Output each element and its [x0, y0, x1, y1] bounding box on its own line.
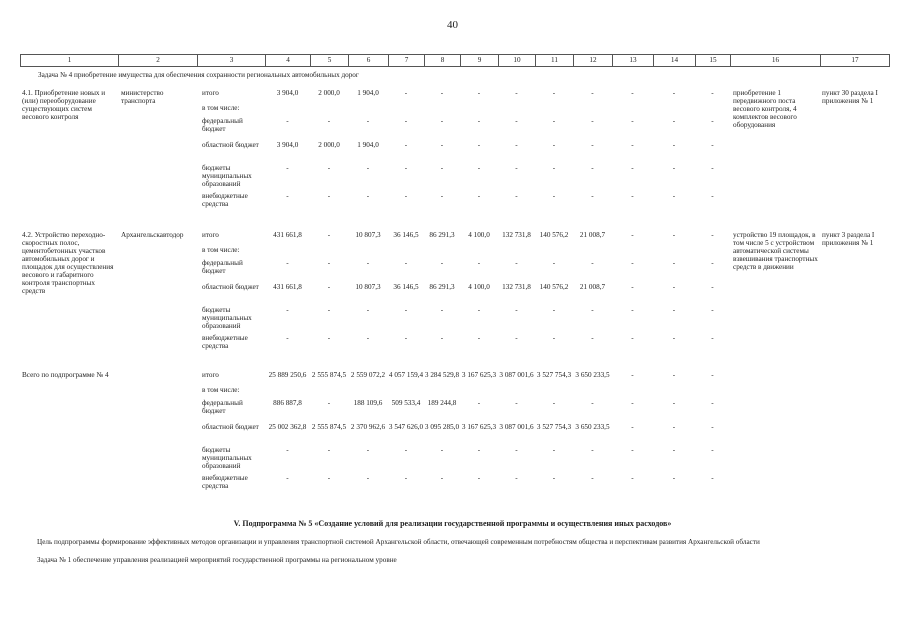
source-label: областной бюджет — [202, 141, 259, 149]
value-cell: 4 100,0 — [468, 283, 490, 291]
value-cell: - — [591, 117, 594, 125]
value-cell: - — [552, 334, 556, 342]
value-cell: - — [631, 89, 634, 97]
source-label: бюджеты муниципальных образований — [202, 306, 252, 330]
value-cell: - — [631, 283, 634, 291]
value-cell: - — [672, 117, 676, 125]
header-cell-12: 12 — [573, 55, 612, 66]
value-cell: - — [515, 117, 518, 125]
source-label: областной бюджет — [202, 283, 259, 291]
source-label: в том числе: — [202, 386, 240, 394]
value-cell: - — [366, 164, 370, 172]
value-cell: - — [366, 117, 370, 125]
value-cell: 25 889 250,6 — [268, 371, 307, 379]
value-cell: 2 370 962,6 — [350, 423, 386, 431]
header-cell-1: 1 — [20, 55, 118, 66]
value-cell: 3 167 625,3 — [461, 423, 497, 431]
value-cell: - — [631, 334, 634, 342]
value-cell: - — [440, 89, 444, 97]
task-4-title: Задача № 4 приобретение имущества для обеспечения сохранности региональных автомобильных дорог — [38, 71, 359, 79]
executor: министерство транспорта — [121, 89, 164, 105]
value-cell: 431 661,8 — [273, 231, 302, 239]
value-cell: - — [631, 399, 634, 407]
value-cell: 3 527 754,3 — [536, 423, 572, 431]
source-label: итого — [202, 89, 219, 97]
value-cell: - — [404, 474, 408, 482]
source-label: бюджеты муниципальных образований — [202, 164, 252, 188]
value-cell: - — [515, 474, 518, 482]
value-cell: - — [404, 334, 408, 342]
value-cell: - — [286, 306, 289, 314]
value-cell: 2 000,0 — [318, 141, 340, 149]
value-cell: - — [591, 474, 594, 482]
value-cell: - — [477, 399, 481, 407]
value-cell: - — [552, 141, 556, 149]
value-cell: - — [477, 117, 481, 125]
value-cell: - — [591, 399, 594, 407]
value-cell: 4 100,0 — [468, 231, 490, 239]
value-cell: - — [366, 306, 370, 314]
value-cell: - — [440, 117, 444, 125]
value-cell: - — [440, 192, 444, 200]
value-cell: 3 527 754,3 — [536, 371, 572, 379]
source-label: итого — [202, 231, 219, 239]
value-cell: 509 533,4 — [391, 399, 421, 407]
value-cell: - — [631, 474, 634, 482]
value-cell: - — [711, 423, 714, 431]
value-cell: - — [631, 141, 634, 149]
value-cell: - — [404, 89, 408, 97]
value-cell: - — [440, 164, 444, 172]
value-cell: - — [286, 259, 289, 267]
value-cell: 3 087 001,6 — [499, 423, 534, 431]
value-cell: - — [327, 231, 331, 239]
value-cell: 36 146,5 — [393, 231, 419, 239]
value-cell: - — [711, 399, 714, 407]
value-cell: - — [711, 446, 714, 454]
value-cell: - — [477, 89, 481, 97]
value-cell: - — [515, 164, 518, 172]
value-cell: - — [477, 141, 481, 149]
value-cell: - — [591, 259, 594, 267]
value-cell: 2 555 874,5 — [311, 423, 347, 431]
value-cell: - — [552, 259, 556, 267]
value-cell: - — [477, 259, 481, 267]
value-cell: - — [440, 474, 444, 482]
value-cell: - — [366, 192, 370, 200]
value-cell: - — [440, 334, 444, 342]
value-cell: - — [672, 259, 676, 267]
value-cell: - — [631, 259, 634, 267]
source-label: внебюджетные средства — [202, 334, 248, 350]
expected-result: приобретение 1 передвижного поста весового контроля, 4 комплектов весового оборудования — [733, 89, 797, 129]
value-cell: - — [404, 446, 408, 454]
program-link: пункт 30 раздела I приложения № 1 — [822, 89, 878, 105]
value-cell: - — [711, 259, 714, 267]
value-cell: - — [515, 306, 518, 314]
value-cell: 3 904,0 — [276, 141, 299, 149]
value-cell: - — [286, 192, 289, 200]
value-cell: - — [672, 474, 676, 482]
value-cell: - — [440, 259, 444, 267]
value-cell: - — [327, 117, 331, 125]
source-label: в том числе: — [202, 246, 240, 254]
value-cell: - — [552, 446, 556, 454]
value-cell: - — [672, 334, 676, 342]
value-cell: - — [672, 446, 676, 454]
value-cell: - — [631, 192, 634, 200]
value-cell: - — [404, 117, 408, 125]
subprogram-goal: Цель подпрограммы формирование эффективных методов организации и управления транспортной системой Архангельской области, отвечающей современным потребностям общества и перспективам развития Архангельской области — [37, 538, 760, 546]
value-cell: - — [672, 306, 676, 314]
value-cell: - — [286, 446, 289, 454]
value-cell: 188 109,6 — [353, 399, 383, 407]
source-label: областной бюджет — [202, 423, 259, 431]
value-cell: 132 731,8 — [502, 231, 531, 239]
value-cell: - — [286, 164, 289, 172]
value-cell: - — [552, 399, 556, 407]
value-cell: - — [711, 117, 714, 125]
value-cell: 189 244,8 — [427, 399, 457, 407]
table-header-row — [20, 54, 890, 67]
value-cell: - — [711, 192, 714, 200]
value-cell: - — [672, 399, 676, 407]
value-cell: - — [366, 474, 370, 482]
value-cell: 36 146,5 — [393, 283, 419, 291]
executor: Архангельскавтодор — [121, 231, 184, 239]
value-cell: - — [515, 259, 518, 267]
value-cell: - — [327, 334, 331, 342]
value-cell: - — [711, 306, 714, 314]
header-cell-10: 10 — [498, 55, 535, 66]
value-cell: - — [552, 117, 556, 125]
value-cell: 4 057 159,4 — [388, 371, 424, 379]
value-cell: - — [591, 192, 594, 200]
header-cell-5: 5 — [310, 55, 348, 66]
value-cell: - — [631, 446, 634, 454]
value-cell: - — [477, 334, 481, 342]
value-cell: 3 547 626,0 — [388, 423, 424, 431]
source-label: федеральный бюджет — [202, 399, 243, 415]
value-cell: 3 095 285,0 — [424, 423, 460, 431]
value-cell: - — [286, 334, 289, 342]
value-cell: - — [404, 259, 408, 267]
value-cell: 431 661,8 — [273, 283, 302, 291]
value-cell: - — [440, 446, 444, 454]
value-cell: - — [515, 399, 518, 407]
value-cell: - — [552, 89, 556, 97]
value-cell: - — [672, 371, 676, 379]
value-cell: - — [672, 283, 676, 291]
value-cell: - — [286, 117, 289, 125]
value-cell: 1 904,0 — [357, 89, 379, 97]
value-cell: - — [552, 164, 556, 172]
value-cell: - — [404, 164, 408, 172]
value-cell: - — [591, 334, 594, 342]
value-cell: - — [404, 192, 408, 200]
value-cell: - — [672, 164, 676, 172]
value-cell: - — [672, 423, 676, 431]
value-cell: - — [711, 231, 714, 239]
value-cell: - — [440, 141, 444, 149]
source-label: внебюджетные средства — [202, 474, 248, 490]
value-cell: - — [711, 474, 714, 482]
value-cell: - — [366, 334, 370, 342]
value-cell: - — [672, 192, 676, 200]
value-cell: 886 887,8 — [273, 399, 302, 407]
value-cell: - — [515, 334, 518, 342]
value-cell: - — [366, 259, 370, 267]
value-cell: - — [327, 474, 331, 482]
value-cell: - — [327, 446, 331, 454]
value-cell: 10 807,3 — [355, 283, 381, 291]
value-cell: - — [552, 306, 556, 314]
value-cell: - — [515, 446, 518, 454]
value-cell: - — [477, 192, 481, 200]
value-cell: 3 650 233,5 — [575, 423, 610, 431]
value-cell: - — [591, 141, 594, 149]
value-cell: - — [515, 89, 518, 97]
value-cell: - — [672, 141, 676, 149]
value-cell: - — [477, 306, 481, 314]
header-cell-13: 13 — [612, 55, 653, 66]
value-cell: - — [327, 259, 331, 267]
value-cell: - — [477, 446, 481, 454]
measure-name: 4.1. Приобретение новых и (или) переоборудование существующих систем весового контроля — [22, 89, 106, 121]
value-cell: - — [286, 474, 289, 482]
value-cell: 86 291,3 — [429, 231, 455, 239]
value-cell: - — [631, 306, 634, 314]
value-cell: - — [327, 164, 331, 172]
value-cell: 1 904,0 — [357, 141, 379, 149]
expected-result: устройство 19 площадок, в том числе 5 с устройством автоматической системы взвешивания транспортных средств в движении — [733, 231, 818, 271]
value-cell: - — [327, 192, 331, 200]
value-cell: - — [477, 474, 481, 482]
value-cell: - — [711, 164, 714, 172]
value-cell: 2 555 874,5 — [311, 371, 347, 379]
value-cell: - — [711, 371, 714, 379]
value-cell: 25 002 362,8 — [268, 423, 307, 431]
value-cell: - — [327, 306, 331, 314]
value-cell: - — [440, 306, 444, 314]
header-cell-15: 15 — [695, 55, 730, 66]
value-cell: - — [631, 371, 634, 379]
value-cell: 3 650 233,5 — [575, 371, 610, 379]
source-label: в том числе: — [202, 104, 240, 112]
value-cell: 3 167 625,3 — [461, 371, 497, 379]
value-cell: - — [711, 283, 714, 291]
value-cell: - — [515, 141, 518, 149]
header-cell-7: 7 — [388, 55, 424, 66]
value-cell: 132 731,8 — [502, 283, 531, 291]
value-cell: 2 559 072,2 — [350, 371, 386, 379]
task-1-title: Задача № 1 обеспечение управления реализацией мероприятий государственной программы на региональном уровне — [37, 556, 397, 564]
header-cell-6: 6 — [348, 55, 388, 66]
source-label: внебюджетные средства — [202, 192, 248, 208]
value-cell: 10 807,3 — [355, 231, 381, 239]
value-cell: 3 904,0 — [276, 89, 299, 97]
value-cell: - — [591, 446, 594, 454]
value-cell: 21 008,7 — [579, 283, 606, 291]
header-cell-14: 14 — [653, 55, 695, 66]
header-cell-2: 2 — [118, 55, 197, 66]
value-cell: - — [711, 89, 714, 97]
value-cell: 86 291,3 — [429, 283, 455, 291]
header-cell-11: 11 — [535, 55, 573, 66]
value-cell: - — [327, 283, 331, 291]
value-cell: 3 284 529,8 — [424, 371, 460, 379]
source-label: итого — [202, 371, 219, 379]
value-cell: - — [711, 141, 714, 149]
value-cell: - — [591, 306, 594, 314]
source-label: федеральный бюджет — [202, 117, 243, 133]
value-cell: - — [477, 164, 481, 172]
value-cell: - — [591, 164, 594, 172]
value-cell: - — [552, 192, 556, 200]
source-label: федеральный бюджет — [202, 259, 243, 275]
header-cell-17: 17 — [820, 55, 890, 66]
value-cell: - — [327, 399, 331, 407]
header-cell-8: 8 — [424, 55, 460, 66]
value-cell: - — [631, 117, 634, 125]
measure-name: 4.2. Устройство переходно-скоростных полос, цементобетонных участков автомобильных дорог и площадок для осуществления весового и габаритного контроля транспортных средств — [22, 231, 114, 295]
value-cell: 140 576,2 — [539, 283, 569, 291]
value-cell: 140 576,2 — [539, 231, 569, 239]
value-cell: - — [404, 306, 408, 314]
total-label: Всего по подпрограмме № 4 — [22, 371, 109, 379]
value-cell: - — [366, 446, 370, 454]
page-number: 40 — [447, 19, 458, 31]
header-cell-3: 3 — [197, 55, 265, 66]
source-label: бюджеты муниципальных образований — [202, 446, 252, 470]
value-cell: - — [631, 164, 634, 172]
header-cell-16: 16 — [730, 55, 820, 66]
value-cell: - — [672, 89, 676, 97]
value-cell: - — [631, 423, 634, 431]
header-cell-9: 9 — [460, 55, 498, 66]
value-cell: 21 008,7 — [579, 231, 606, 239]
value-cell: - — [631, 231, 634, 239]
header-cell-4: 4 — [265, 55, 310, 66]
value-cell: 3 087 001,6 — [499, 371, 534, 379]
value-cell: - — [515, 192, 518, 200]
value-cell: 2 000,0 — [318, 89, 340, 97]
value-cell: - — [552, 474, 556, 482]
value-cell: - — [711, 334, 714, 342]
section-5-title: V. Подпрограмма № 5 «Создание условий для реализации государственной программы и осуществления иных расходов» — [233, 519, 672, 528]
program-link: пункт 3 раздела I приложения № 1 — [822, 231, 875, 247]
value-cell: - — [404, 141, 408, 149]
value-cell: - — [672, 231, 676, 239]
value-cell: - — [591, 89, 594, 97]
